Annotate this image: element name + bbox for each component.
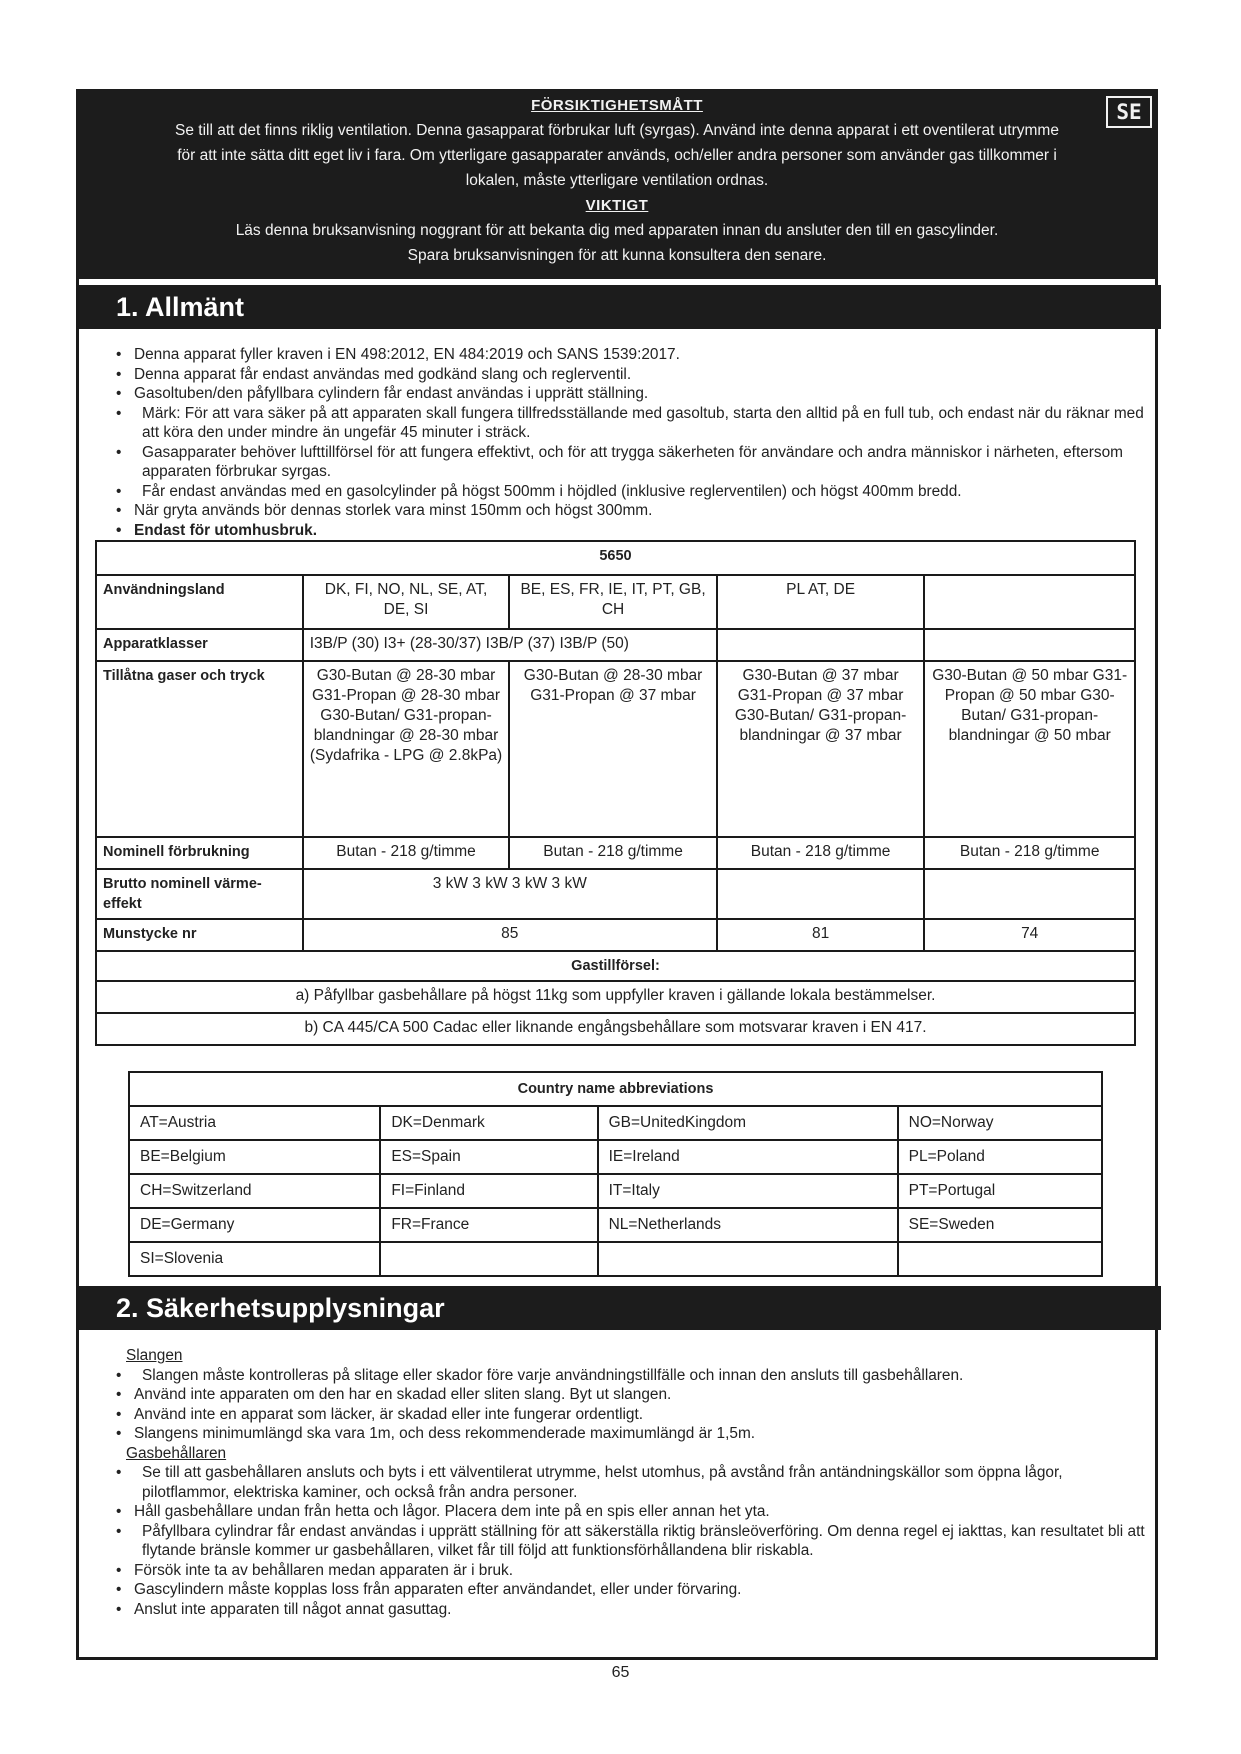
table-cell: NO=Norway — [898, 1106, 1102, 1140]
list-item: • Får endast användas med en gasolcylinder på högst 500mm i höjdled (inklusive reglerventilen) och högst 400mm bredd. — [110, 482, 1150, 502]
subheading-hose: Slangen — [126, 1347, 183, 1364]
table-cell — [898, 1242, 1102, 1276]
model-number: 5650 — [96, 541, 1135, 575]
table-row — [96, 541, 1135, 575]
section-2-bullets — [110, 1346, 1150, 1619]
table-cell: 3 kW 3 kW 3 kW 3 kW — [303, 869, 717, 919]
table-row — [96, 919, 1135, 951]
table-cell: ES=Spain — [380, 1140, 597, 1174]
table-cell: PL AT, DE — [717, 575, 925, 629]
list-item: • Märk: För att vara säker på att apparaten skall fungera tillfredsställande med gasoltub, starta den alltid på en full tub, och endast när du räknar med att köra den under mindre än ungefär 45 minuter i sträck. — [110, 404, 1150, 443]
table-cell: PL=Poland — [898, 1140, 1102, 1174]
warning-heading: FÖRSIKTIGHETSMÅTT — [531, 97, 703, 114]
table-cell: IT=Italy — [598, 1174, 898, 1208]
list-item: • Håll gasbehållare undan från hetta och lågor. Placera dem inte på en spis eller annan het yta. — [110, 1502, 1150, 1522]
table-cell: FR=France — [380, 1208, 597, 1242]
important-line: Läs denna bruksanvisning noggrant för att bekanta dig med apparaten innan du ansluter den till en gascylinder. — [235, 222, 999, 239]
list-item: • Denna apparat får endast användas med godkänd slang och reglerventil. — [110, 365, 1150, 385]
list-item: • Se till att gasbehållaren ansluts och byts i ett välventilerat utrymme, helst utomhus, på avstånd från antändningskällor som öppna lågor, pilotflammor, elektriska kaminer, och också från andra personer. — [110, 1463, 1150, 1502]
table-row — [129, 1072, 1102, 1106]
row-label: Nominell förbrukning — [96, 837, 303, 869]
row-label: Apparatklasser — [96, 629, 303, 661]
list-item: • När gryta används bör dennas storlek vara minst 150mm och högst 300mm. — [110, 501, 1150, 521]
list-item: • Använd inte apparaten om den har en skadad eller sliten slang. Byt ut slangen. — [110, 1385, 1150, 1405]
table-row — [129, 1140, 1102, 1174]
list-item: • Slangens minimumlängd ska vara 1m, och dess rekommenderade maximumlängd är 1,5m. — [110, 1424, 1150, 1444]
table-row — [129, 1242, 1102, 1276]
table-cell: DK=Denmark — [380, 1106, 597, 1140]
spec-table — [95, 540, 1136, 1046]
list-item: • Använd inte en apparat som läcker, är skadad eller inte fungerar ordentligt. — [110, 1405, 1150, 1425]
table-cell: PT=Portugal — [898, 1174, 1102, 1208]
table-cell: 74 — [924, 919, 1135, 951]
table-cell: SE=Sweden — [898, 1208, 1102, 1242]
table-cell: BE, ES, FR, IE, IT, PT, GB, CH — [509, 575, 716, 629]
table-row — [96, 951, 1135, 981]
table-row — [129, 1106, 1102, 1140]
table-cell: DK, FI, NO, NL, SE, AT, DE, SI — [303, 575, 510, 629]
section-1-title: 1. Allmänt — [79, 285, 1161, 329]
list-item: • Försök inte ta av behållaren medan apparaten är i bruk. — [110, 1561, 1150, 1581]
table-cell: SI=Slovenia — [129, 1242, 380, 1276]
table-cell — [380, 1242, 597, 1276]
list-item: • Gasapparater behöver lufttillförsel för att fungera effektivt, och för att trygga säkerheten för användare och andra människor i närheten, eftersom apparaten förbrukar syrgas. — [110, 443, 1150, 482]
table-row — [96, 837, 1135, 869]
table-cell: 81 — [717, 919, 925, 951]
table-cell — [924, 629, 1135, 661]
list-item: • Gascylindern måste kopplas loss från apparaten efter användandet, eller under förvaring. — [110, 1580, 1150, 1600]
table-cell — [924, 869, 1135, 919]
table-cell — [717, 629, 925, 661]
important-line: Spara bruksanvisningen för att kunna konsultera den senare. — [407, 247, 827, 264]
table-cell: FI=Finland — [380, 1174, 597, 1208]
table-row — [96, 661, 1135, 837]
list-item: • Gasoltuben/den påfyllbara cylindern får endast användas i upprätt ställning. — [110, 384, 1150, 404]
language-badge: SE — [1106, 96, 1152, 128]
warning-line: lokalen, måste ytterligare ventilation ordnas. — [465, 172, 769, 189]
table-cell: G30-Butan @ 37 mbar G31-Propan @ 37 mbar G30-Butan/ G31-propan-blandningar @ 37 mbar — [717, 661, 925, 837]
row-label: Brutto nominell värme-effekt — [96, 869, 303, 919]
list-item: • Anslut inte apparaten till något annat gasuttag. — [110, 1600, 1150, 1620]
table-cell: G30-Butan @ 50 mbar G31-Propan @ 50 mbar G30-Butan/ G31-propan-blandningar @ 50 mbar — [924, 661, 1135, 837]
list-item: • Påfyllbara cylindrar får endast användas i upprätt ställning för att säkerställa riktig bränsleöverföring. Om denna regel ej iakttas, kan resultatet bli att flytande bränsle kommer ur gasbehållaren, vilket får till följd att funktionsförhållandena blir riskabla. — [110, 1522, 1150, 1561]
gas-supply-a: a) Påfyllbar gasbehållare på högst 11kg som uppfyller kraven i gällande lokala bestämmelser. — [96, 981, 1135, 1013]
table-row — [96, 981, 1135, 1013]
warning-line: Se till att det finns riklig ventilation. Denna gasapparat förbrukar luft (syrgas). Använd inte denna apparat i ett oventilerat utrymme — [175, 122, 1059, 139]
table-cell: Butan - 218 g/timme — [509, 837, 716, 869]
table-cell: Butan - 218 g/timme — [924, 837, 1135, 869]
table-cell: AT=Austria — [129, 1106, 380, 1140]
table-cell: IE=Ireland — [598, 1140, 898, 1174]
table-cell: NL=Netherlands — [598, 1208, 898, 1242]
important-heading: VIKTIGT — [585, 197, 649, 214]
subheading-cylinder: Gasbehållaren — [126, 1444, 227, 1462]
warning-line: för att inte sätta ditt eget liv i fara. Om ytterligare gasapparater används, och/eller andra personer som använder gas tillkommer i — [177, 147, 1057, 164]
table-cell: G30-Butan @ 28-30 mbar G31-Propan @ 28-30 mbar G30-Butan/ G31-propan-blandningar @ 28-30 mbar (Sydafrika - LPG @ 2.8kPa) — [303, 661, 510, 837]
country-table — [128, 1071, 1103, 1277]
warning-box — [76, 89, 1158, 279]
table-cell — [924, 575, 1135, 629]
table-cell: GB=UnitedKingdom — [598, 1106, 898, 1140]
list-item: • Endast för utomhusbruk. — [110, 521, 1150, 541]
row-label: Tillåtna gaser och tryck — [96, 661, 303, 837]
table-row — [96, 1013, 1135, 1045]
table-cell: DE=Germany — [129, 1208, 380, 1242]
table-row — [129, 1174, 1102, 1208]
table-row — [129, 1208, 1102, 1242]
table-row — [96, 575, 1135, 629]
section-1-bullets — [110, 345, 1150, 540]
table-cell: CH=Switzerland — [129, 1174, 380, 1208]
section-2-title: 2. Säkerhetsupplysningar — [79, 1286, 1161, 1330]
table-cell — [717, 869, 925, 919]
table-cell: BE=Belgium — [129, 1140, 380, 1174]
table-cell: Butan - 218 g/timme — [303, 837, 510, 869]
table-row — [96, 629, 1135, 661]
table-cell: 85 — [303, 919, 717, 951]
gas-supply-b: b) CA 445/CA 500 Cadac eller liknande engångsbehållare som motsvarar kraven i EN 417. — [96, 1013, 1135, 1045]
country-table-heading: Country name abbreviations — [129, 1072, 1102, 1106]
table-cell: I3B/P (30) I3+ (28-30/37) I3B/P (37) I3B/P (50) — [303, 629, 717, 661]
table-cell — [598, 1242, 898, 1276]
table-row — [96, 869, 1135, 919]
row-label: Användningsland — [96, 575, 303, 629]
table-cell: G30-Butan @ 28-30 mbar G31-Propan @ 37 mbar — [509, 661, 716, 837]
row-label: Munstycke nr — [96, 919, 303, 951]
table-cell: Butan - 218 g/timme — [717, 837, 925, 869]
list-item: • Denna apparat fyller kraven i EN 498:2012, EN 484:2019 och SANS 1539:2017. — [110, 345, 1150, 365]
list-item: • Slangen måste kontrolleras på slitage eller skador före varje användningstillfälle och innan den ansluts till gasbehållaren. — [110, 1366, 1150, 1386]
gas-supply-heading: Gastillförsel: — [96, 951, 1135, 981]
page-number: 65 — [611, 1664, 630, 1681]
